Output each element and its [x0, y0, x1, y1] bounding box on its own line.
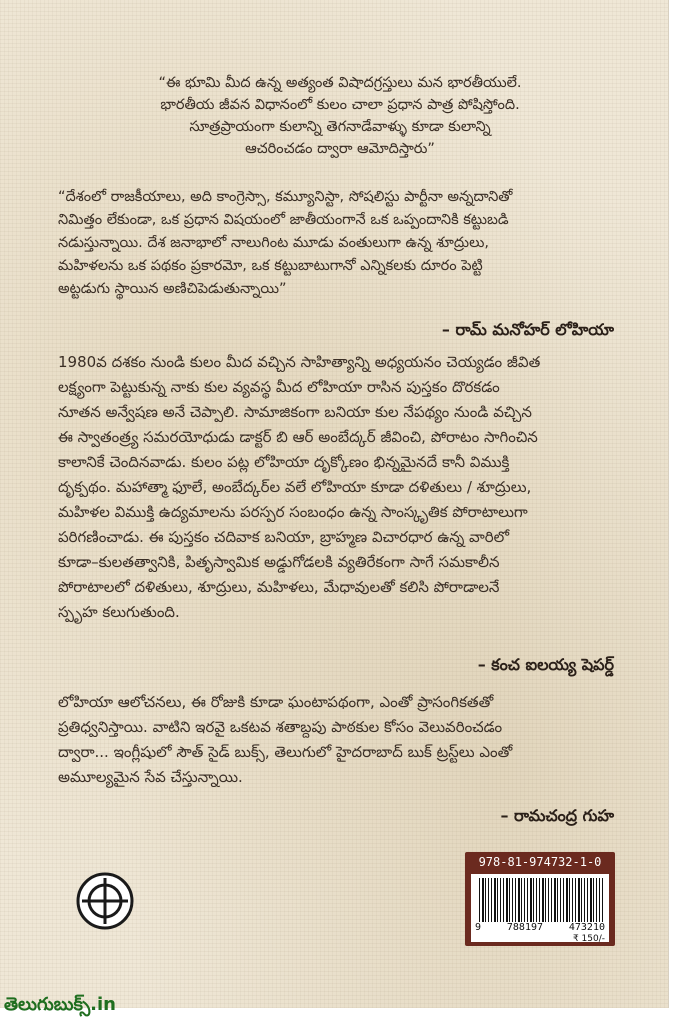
- quote-line: ఆచరించడం ద్వారా ఆమోదిస్తారు”: [245, 141, 435, 157]
- ean-digits: [471, 922, 609, 933]
- paragraph-line: ఈ స్వాతంత్ర్య సమరయోధుడు డాక్టర్ బి ఆర్ అంబేద్కర్ జీవించి, పోరాటం సాగించిన: [58, 428, 538, 446]
- paragraph-line: దృక్పథం. మహాత్మా ఫూలే, అంబేద్కర్‌ల వలే లోహియా కూడా దళితులు / శూద్రులు,: [58, 478, 532, 496]
- ean-digit-group: 9: [475, 922, 482, 933]
- quote-line: “దేశంలో రాజకీయాలు, అది కాంగ్రెస్సా, కమ్యూనిస్టా, సోషలిస్టు పార్టీనా అన్నదానితో: [58, 189, 513, 205]
- paragraph-line: 1980వ దశకం నుండి కులం మీద వచ్చిన సాహిత్యాన్ని అధ్యయనం చెయ్యడం జీవిత: [58, 353, 541, 371]
- website-watermark: తెలుగుబుక్స్.in: [4, 994, 116, 1015]
- attribution-lohia: – రామ్ మనోహర్ లోహియా: [441, 320, 614, 339]
- paragraph-line: కాలానికే చెందినవాడు. కులం పట్ల లోహియా దృక్కోణం భిన్నమైనదే కానీ విముక్తి: [58, 453, 510, 471]
- quote-line: భారతీయ జీవన విధానంలో కులం చాలా ప్రధాన పాత్ర పోషిస్తోంది.: [160, 97, 520, 113]
- attribution-guha: – రామచంద్ర గుహ: [500, 806, 614, 825]
- paragraph-line: నూతన అన్వేషణ అనే చెప్పాలి. సామాజికంగా బనియా కుల నేపథ్యం నుండి వచ్చిన: [58, 403, 532, 421]
- paragraph-line: లోహియా ఆలోచనలు, ఈ రోజుకి కూడా ఘంటాపథంగా, ఎంతో ప్రాసంగికతతో: [58, 693, 494, 711]
- second-quote: [58, 186, 628, 301]
- review-paragraph-one: [58, 350, 633, 625]
- isbn-barcode: [465, 852, 615, 946]
- quote-line: సూత్రప్రాయంగా కులాన్ని తెగనాడేవాళ్ళు కూడా కులాన్ని: [189, 119, 491, 135]
- paragraph-line: అమూల్యమైన సేవ చేస్తున్నాయి.: [58, 768, 243, 786]
- review-paragraph-two: [58, 690, 633, 790]
- attribution-ilaiah: – కంచ ఐలయ్య షెపర్డ్: [477, 655, 614, 674]
- quote-line: నడుస్తున్నాయి. దేశ జనాభాలో నాలుగింట మూడు వంతులుగా ఉన్న శూద్రులు,: [58, 235, 489, 251]
- quote-line: “ఈ భూమి మీద ఉన్న అత్యంత విషాదగ్రస్తులు మన భారతీయులే.: [158, 75, 522, 91]
- barcode-panel: [471, 874, 609, 942]
- price-label: ₹ 150/-: [572, 934, 605, 944]
- paragraph-line: మహిళల విముక్తి ఉద్యమాలను పరస్పర సంబంధం ఉన్న సాంస్కృతిక పోరాటాలుగా: [58, 503, 528, 521]
- paragraph-line: లక్ష్యంగా పెట్టుకున్న నాకు కుల వ్యవస్థ మీద లోహియా రాసిన పుస్తకం దొరకడం: [58, 378, 500, 396]
- paragraph-line: ప్రతిధ్వనిస్తాయి. వాటిని ఇరవై ఒకటవ శతాబ్దపు పాఠకుల కోసం వెలువరించడం: [58, 718, 503, 736]
- isbn-number: 978-81-974732-1-0: [478, 855, 602, 869]
- barcode-bars: [479, 878, 603, 922]
- paragraph-line: పోరాటాలలో దళితులు, శూద్రులు, మహిళలు, మేధావులతో కలిసి పోరాడాలనే: [58, 578, 500, 596]
- ean-digit-group: 473210: [568, 922, 605, 933]
- quote-line: నిమిత్తం లేకుండా, ఒక ప్రధాన విషయంలో జాతీయంగానే ఒక ఒప్పందానికి కట్టుబడి: [58, 212, 509, 228]
- paragraph-line: కూడా–కులతత్వానికి, పితృస్వామిక అడ్డుగోడలకి వ్యతిరేకంగా సాగే సమకాలీన: [58, 553, 500, 571]
- quote-line: అట్టడుగు స్థాయిన అణిచిపెడుతున్నాయి”: [58, 281, 287, 297]
- paragraph-line: స్పృహ కలుగుతుంది.: [58, 603, 180, 621]
- paragraph-line: పరిగణించాడు. ఈ పుస్తకం చదివాక బనియా, బ్రాహ్మణ విచారధార ఉన్న వారిలో: [58, 528, 510, 546]
- quote-line: మహిళలను ఒక పథకం ప్రకారమో, ఒక కట్టుబాటుగానో ఎన్నికలకు దూరం పెట్టి: [58, 258, 483, 274]
- ean-digit-group: 788197: [506, 922, 544, 933]
- publisher-logo-icon: [76, 872, 134, 930]
- opening-quote: [80, 72, 600, 160]
- paragraph-line: ద్వారా... ఇంగ్లీషులో సౌత్ సైడ్ బుక్స్, తెలుగులో హైదరాబాద్ బుక్ ట్రస్ట్‌లు ఎంతో: [58, 743, 513, 761]
